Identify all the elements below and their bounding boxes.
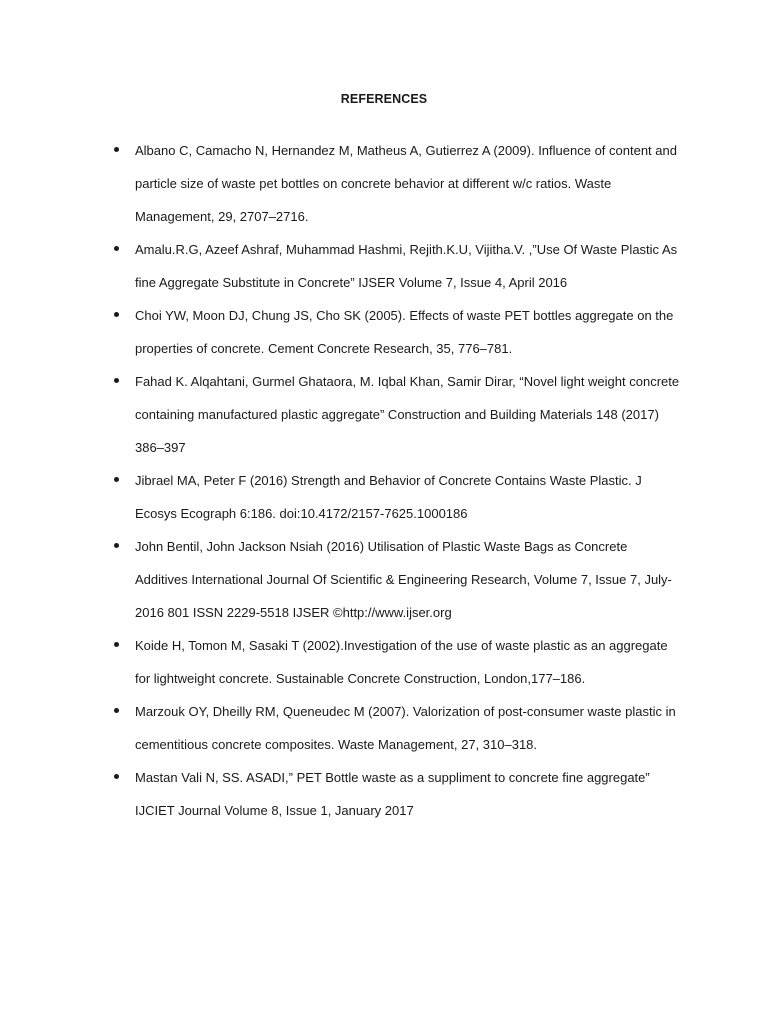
- bullet-icon: [114, 246, 119, 251]
- reference-text: Fahad K. Alqahtani, Gurmel Ghataora, M. Iqbal Khan, Samir Dirar, “Novel light weight concrete containing manufactured plastic aggregate” Construction and Building Materials 148 (2017) 386–397: [135, 374, 680, 455]
- reference-item: [0, 629, 768, 695]
- bullet-icon: [114, 312, 119, 317]
- page-title: REFERENCES: [340, 92, 428, 106]
- reference-item: [0, 530, 768, 629]
- reference-text: Marzouk OY, Dheilly RM, Queneudec M (2007). Valorization of post-consumer waste plastic in cementitious concrete composites. Waste Management, 27, 310–318.: [135, 704, 676, 752]
- reference-item: [0, 464, 768, 530]
- bullet-icon: [114, 477, 119, 482]
- reference-item: [0, 761, 768, 827]
- reference-item: [0, 695, 768, 761]
- reference-item: [0, 134, 768, 233]
- reference-text: Amalu.R.G, Azeef Ashraf, Muhammad Hashmi, Rejith.K.U, Vijitha.V. ,”Use Of Waste Plastic As fine Aggregate Substitute in Concrete” IJSER Volume 7, Issue 4, April 2016: [135, 242, 678, 290]
- reference-text: John Bentil, John Jackson Nsiah (2016) Utilisation of Plastic Waste Bags as Concrete Additives International Journal Of Scientific & Engineering Research, Volume 7, Issue 7, July-2016 801 ISSN 2229-5518 IJSER ©http://www.ijser.org: [135, 539, 672, 620]
- bullet-icon: [114, 708, 119, 713]
- bullet-icon: [114, 543, 119, 548]
- reference-text: Mastan Vali N, SS. ASADI,” PET Bottle waste as a suppliment to concrete fine aggregate” IJCIET Journal Volume 8, Issue 1, January 2017: [135, 770, 650, 818]
- reference-text: Koide H, Tomon M, Sasaki T (2002).Investigation of the use of waste plastic as an aggregate for lightweight concrete. Sustainable Concrete Construction, London,177–186.: [135, 638, 668, 686]
- bullet-icon: [114, 147, 119, 152]
- reference-item: [0, 233, 768, 299]
- bullet-icon: [114, 774, 119, 779]
- reference-list: [0, 134, 768, 827]
- bullet-icon: [114, 378, 119, 383]
- reference-text: Choi YW, Moon DJ, Chung JS, Cho SK (2005). Effects of waste PET bottles aggregate on the properties of concrete. Cement Concrete Research, 35, 776–781.: [135, 308, 674, 356]
- reference-item: [0, 299, 768, 365]
- reference-text: Albano C, Camacho N, Hernandez M, Matheus A, Gutierrez A (2009). Influence of content and particle size of waste pet bottles on concrete behavior at different w/c ratios. Waste Management, 29, 2707–2716.: [135, 143, 677, 224]
- bullet-icon: [114, 642, 119, 647]
- reference-item: [0, 365, 768, 464]
- reference-text: Jibrael MA, Peter F (2016) Strength and Behavior of Concrete Contains Waste Plastic. J Ecosys Ecograph 6:186. doi:10.4172/2157-7625.1000186: [135, 473, 642, 521]
